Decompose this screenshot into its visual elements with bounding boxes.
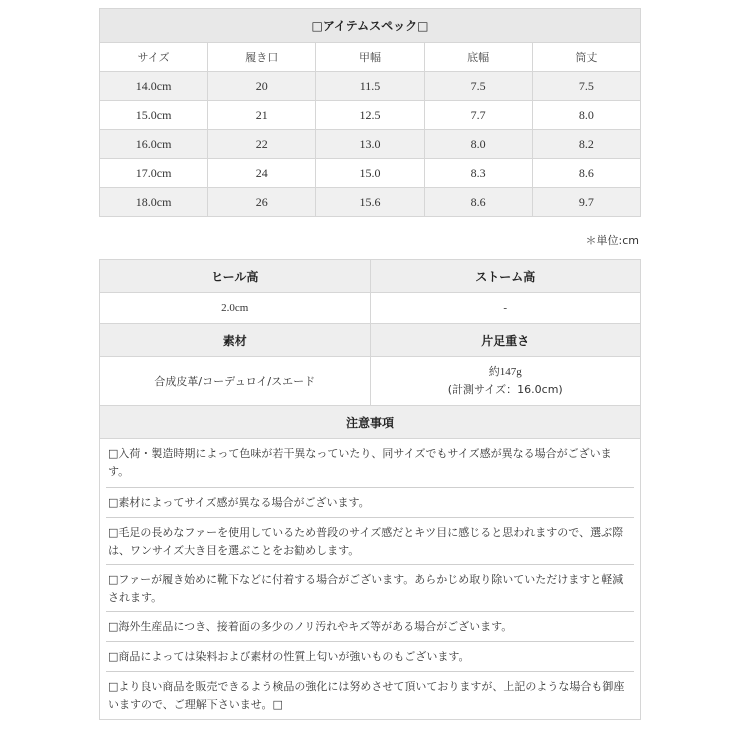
table-row bbox=[100, 72, 641, 101]
cell-sole-width: 7.7 bbox=[424, 101, 532, 130]
cell-shaft-height: 8.0 bbox=[532, 101, 640, 130]
cell-sole-width: 8.0 bbox=[424, 130, 532, 159]
unit-note: ＊単位:cm bbox=[585, 234, 639, 247]
header-sole-width: 底幅 bbox=[424, 43, 532, 72]
cell-shaft-height: 8.6 bbox=[532, 159, 640, 188]
storm-height-label: ストーム高 bbox=[370, 260, 641, 293]
material-value: 合成皮革/コーデュロイ/スエード bbox=[100, 357, 371, 406]
cell-instep-width: 11.5 bbox=[316, 72, 424, 101]
list-item: □素材によってサイズ感が異なる場合がございます。 bbox=[106, 488, 634, 518]
cell-shaft-height: 7.5 bbox=[532, 72, 640, 101]
table-row bbox=[100, 188, 641, 217]
heel-height-value: 2.0cm bbox=[100, 293, 371, 324]
cell-size: 14.0cm bbox=[100, 72, 208, 101]
cell-opening: 24 bbox=[208, 159, 316, 188]
storm-height-value: - bbox=[370, 293, 641, 324]
detail-value-row bbox=[100, 293, 641, 324]
list-item: □より良い商品を販売できるよう検品の強化には努めさせて頂いておりますが、上記のような場合も御座いますので、ご理解下さいませ。□ bbox=[108, 680, 625, 711]
weight-measure-size: (計測サイズ：16.0cm) bbox=[447, 383, 563, 396]
cell-instep-width: 12.5 bbox=[316, 101, 424, 130]
cell-opening: 26 bbox=[208, 188, 316, 217]
weight-label: 片足重さ bbox=[370, 324, 641, 357]
list-item: □毛足の長めなファーを使用しているため普段のサイズ感だとキツ目に感じると思われますので、選ぶ際は、ワンサイズ大き目を選ぶことをお勧めします。 bbox=[106, 518, 634, 565]
cell-sole-width: 8.6 bbox=[424, 188, 532, 217]
detail-value-row bbox=[100, 357, 641, 406]
cell-size: 17.0cm bbox=[100, 159, 208, 188]
cell-opening: 21 bbox=[208, 101, 316, 130]
item-detail-table bbox=[99, 259, 641, 720]
cell-instep-width: 15.0 bbox=[316, 159, 424, 188]
notes-list bbox=[100, 439, 641, 720]
header-instep-width: 甲幅 bbox=[316, 43, 424, 72]
table-row bbox=[100, 130, 641, 159]
cell-shaft-height: 9.7 bbox=[532, 188, 640, 217]
header-size: サイズ bbox=[100, 43, 208, 72]
cell-opening: 20 bbox=[208, 72, 316, 101]
detail-header-row bbox=[100, 324, 641, 357]
cell-size: 16.0cm bbox=[100, 130, 208, 159]
cell-sole-width: 7.5 bbox=[424, 72, 532, 101]
cell-opening: 22 bbox=[208, 130, 316, 159]
list-item: □商品によっては染料および素材の性質上匂いが強いものもございます。 bbox=[106, 642, 634, 672]
header-shaft-height: 筒丈 bbox=[532, 43, 640, 72]
list-item: □ファーが履き始めに靴下などに付着する場合がございます。あらかじめ取り除いていただけますと軽減されます。 bbox=[106, 565, 634, 612]
table-row bbox=[100, 101, 641, 130]
list-item: □入荷・製造時期によって色味が若干異なっていたり、同サイズでもサイズ感が異なる場合がございます。 bbox=[106, 439, 634, 488]
notes-title-row bbox=[100, 406, 641, 439]
detail-header-row bbox=[100, 260, 641, 293]
spec-title: □アイテムスペック□ bbox=[100, 9, 641, 43]
cell-sole-width: 8.3 bbox=[424, 159, 532, 188]
material-label: 素材 bbox=[100, 324, 371, 357]
spec-title-row bbox=[100, 9, 641, 43]
table-row bbox=[100, 159, 641, 188]
notes-title: 注意事項 bbox=[100, 406, 641, 439]
notes-row bbox=[100, 439, 641, 720]
spec-header-row bbox=[100, 43, 641, 72]
cell-size: 18.0cm bbox=[100, 188, 208, 217]
cell-shaft-height: 8.2 bbox=[532, 130, 640, 159]
item-spec-table bbox=[99, 8, 641, 217]
cell-instep-width: 15.6 bbox=[316, 188, 424, 217]
heel-height-label: ヒール高 bbox=[100, 260, 371, 293]
weight-value bbox=[370, 357, 641, 406]
cell-size: 15.0cm bbox=[100, 101, 208, 130]
list-item: □海外生産品につき、接着面の多少のノリ汚れやキズ等がある場合がございます。 bbox=[106, 612, 634, 642]
cell-instep-width: 13.0 bbox=[316, 130, 424, 159]
weight-amount: 約147g bbox=[488, 366, 522, 378]
header-opening: 履き口 bbox=[208, 43, 316, 72]
